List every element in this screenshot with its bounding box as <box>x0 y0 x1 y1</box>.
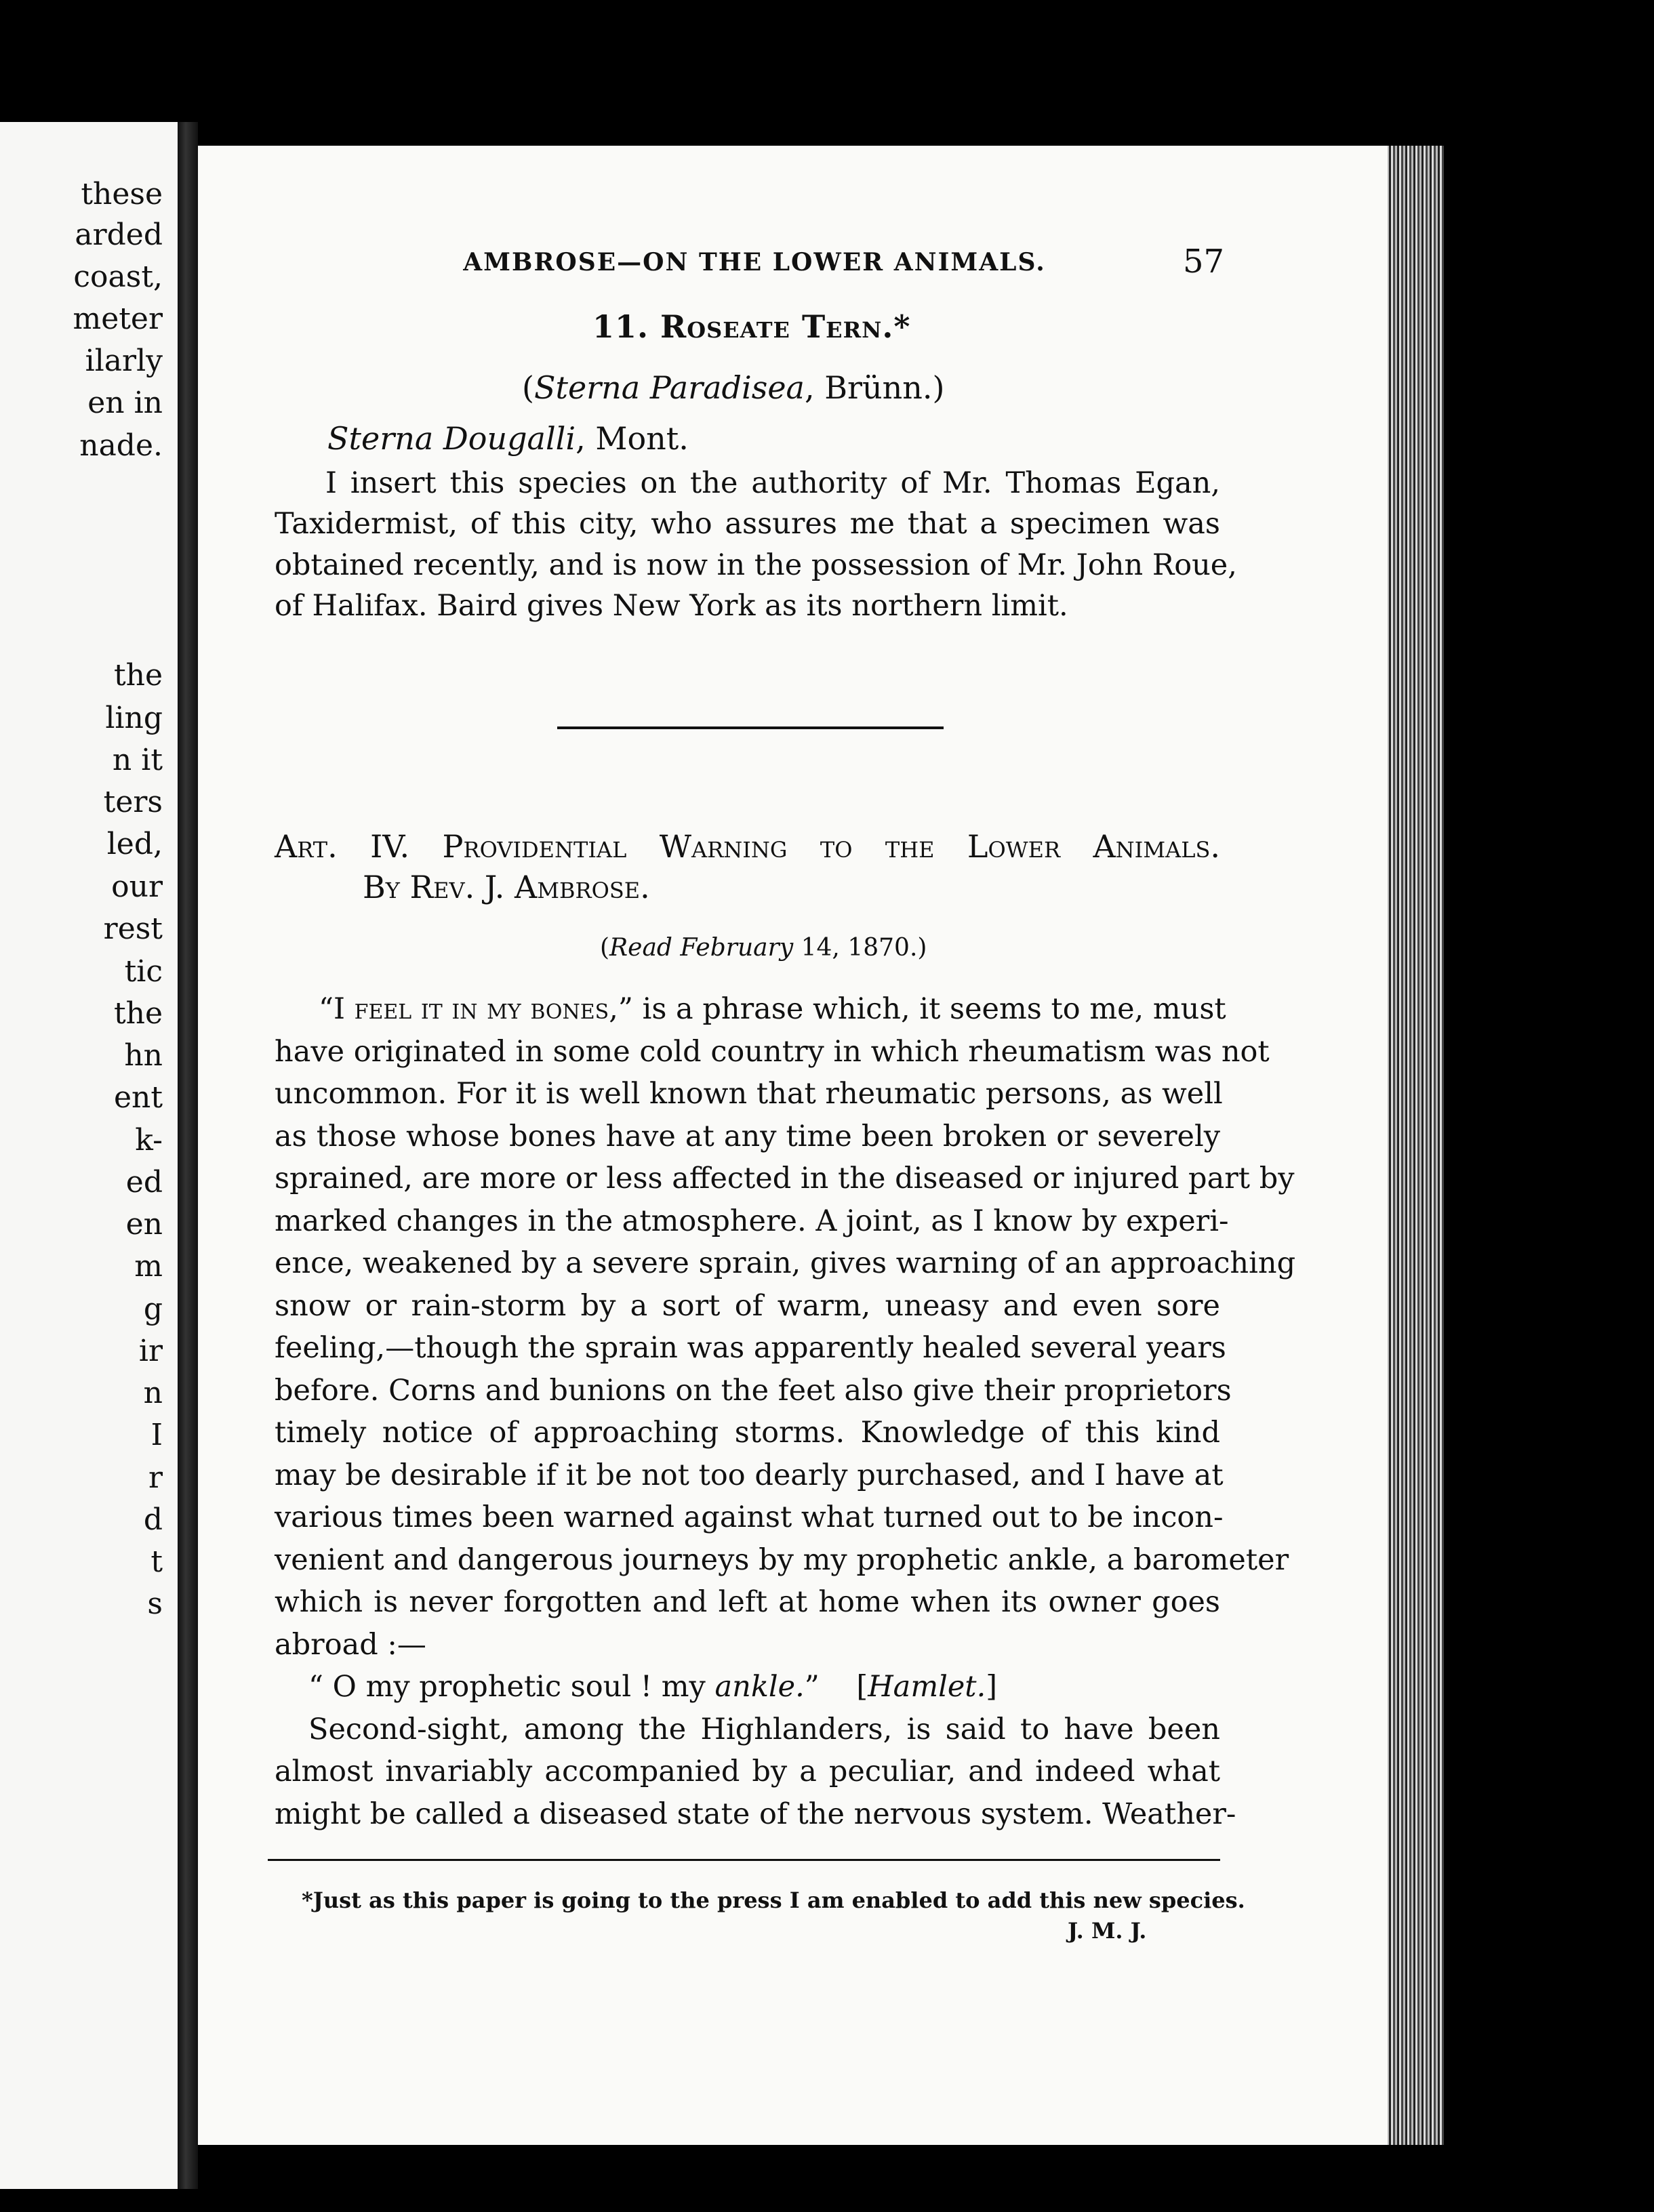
section-divider <box>557 726 944 729</box>
article-text-line: venient and dangerous journeys by my prophetic ankle, a barometer <box>275 1542 1289 1577</box>
quote-close: ” <box>804 1670 820 1704</box>
article-text-line: marked changes in the atmosphere. A joint, as I know by experi- <box>275 1204 1229 1238</box>
latin-name: Sterna Paradisea <box>533 369 805 406</box>
read-date-value: 14, 1870. <box>801 934 918 962</box>
opening-phrase: “I feel it in my bones,” <box>319 992 633 1026</box>
article-text-line: snow or rain-storm by a sort of warm, uneasy and even sore <box>275 1288 1220 1323</box>
footnote-initials: J. M. J. <box>1068 1918 1147 1944</box>
left-page-line: meter <box>73 302 163 336</box>
article-text-line: might be called a diseased state of the nervous system. Weather- <box>275 1797 1236 1831</box>
species-text-line: Taxidermist, of this city, who assures me that a specimen was <box>275 507 1220 541</box>
article-text-line: almost invariably accompanied by a peculiar, and indeed what <box>275 1755 1220 1788</box>
species-text-line: obtained recently, and is now in the possession of Mr. John Roue, <box>275 548 1237 582</box>
left-page-line: our <box>111 869 163 904</box>
page-edges <box>1383 146 1444 2145</box>
article-line-text: is a phrase which, it seems to me, must <box>642 992 1226 1026</box>
left-page-line: hn <box>124 1038 163 1073</box>
article-text-line: Second-sight, among the Highlanders, is said to have been <box>308 1712 1220 1746</box>
left-page-line: en <box>125 1207 163 1242</box>
article-text-line: sprained, are more or less affected in the diseased or injured part by <box>275 1162 1295 1195</box>
running-head: AMBROSE—ON THE LOWER ANIMALS. <box>463 248 1046 276</box>
left-page-line: the <box>113 996 163 1031</box>
article-text-line: as those whose bones have at any time been broken or severely <box>275 1119 1220 1153</box>
species-text-line: I insert this species on the authority of Mr. Thomas Egan, <box>325 466 1220 500</box>
footnote-text: *Just as this paper is going to the press I am enabled to add this new species. <box>302 1887 1245 1913</box>
page-number: 57 <box>1183 243 1225 281</box>
quote-prefix: “ O my prophetic soul ! my <box>308 1670 706 1704</box>
article-text-line: various times been warned against what turned out to be incon- <box>275 1500 1224 1534</box>
left-page-line: tic <box>124 954 163 989</box>
species-heading: 11. Roseate Tern.* <box>592 308 911 345</box>
footnote-rule <box>268 1859 1220 1861</box>
article-text-line: ence, weakened by a severe sprain, gives warning of an approaching <box>275 1246 1296 1280</box>
left-page-line: ir <box>138 1334 163 1368</box>
article-text-line: may be desirable if it be not too dearly purchased, and I have at <box>275 1458 1224 1492</box>
left-page-fragment <box>0 122 178 2189</box>
left-page-line: m <box>134 1249 163 1284</box>
article-text-line: have originated in some cold country in which rheumatism was not <box>275 1034 1270 1069</box>
synonym-authority: Mont. <box>595 420 689 457</box>
quote-source: Hamlet. <box>868 1670 986 1704</box>
left-page-line: ters <box>103 785 163 819</box>
hamlet-quote: “ O my prophetic soul ! my ankle.” [Hamlet.] <box>308 1670 998 1704</box>
read-prefix: Read February <box>609 934 794 962</box>
left-page-line: n <box>143 1376 163 1410</box>
article-text-line: abroad :— <box>275 1627 426 1662</box>
left-page-line: t <box>150 1544 163 1579</box>
article-heading: Art. IV. Providential Warning to the Lower Animals. <box>275 828 1220 865</box>
article-text-line: which is never forgotten and left at home when its owner goes <box>275 1585 1220 1619</box>
left-page-line: ent <box>113 1080 163 1115</box>
left-page-line: these <box>81 177 163 211</box>
left-page-line: ling <box>105 701 163 735</box>
left-page-line: ilarly <box>85 344 163 378</box>
left-page-line: g <box>143 1292 163 1326</box>
article-text-line: before. Corns and bunions on the feet also give their proprietors <box>275 1373 1232 1408</box>
article-text-line: uncommon. For it is well known that rheumatic persons, as well <box>275 1077 1223 1111</box>
article-text-line: feeling,—though the sprain was apparently healed several years <box>275 1331 1226 1365</box>
left-page-line: k- <box>135 1123 163 1158</box>
left-page-line: s <box>147 1586 163 1621</box>
left-page-line: arded <box>75 218 163 252</box>
quote-italic: ankle. <box>714 1670 805 1704</box>
article-text-line <box>319 992 1226 1026</box>
synonym-name: Sterna Dougalli <box>327 420 576 457</box>
left-page-line: d <box>143 1502 163 1537</box>
article-author: By Rev. J. Ambrose. <box>363 869 650 905</box>
book-gutter <box>178 122 198 2189</box>
left-page-line: ed <box>125 1165 163 1200</box>
read-date: (Read February 14, 1870.) <box>600 934 927 962</box>
left-page-line: nade. <box>79 428 163 463</box>
left-page-line: r <box>148 1460 163 1495</box>
left-page-line: n it <box>112 743 163 777</box>
left-page-line: rest <box>103 912 163 946</box>
species-text-line: of Halifax. Baird gives New York as its northern limit. <box>275 589 1068 623</box>
latin-authority: Brünn. <box>824 369 933 406</box>
latin-name-line: (Sterna Paradisea, Brünn.) <box>522 369 945 406</box>
article-text-line: timely notice of approaching storms. Knowledge of this kind <box>275 1416 1220 1450</box>
synonym-line: Sterna Dougalli, Mont. <box>327 420 689 457</box>
left-page-line: the <box>113 658 163 693</box>
left-page-line: led, <box>106 827 163 861</box>
left-page-line: I <box>150 1418 163 1452</box>
left-page-line: coast, <box>73 260 163 294</box>
left-page-line: en in <box>87 386 163 420</box>
